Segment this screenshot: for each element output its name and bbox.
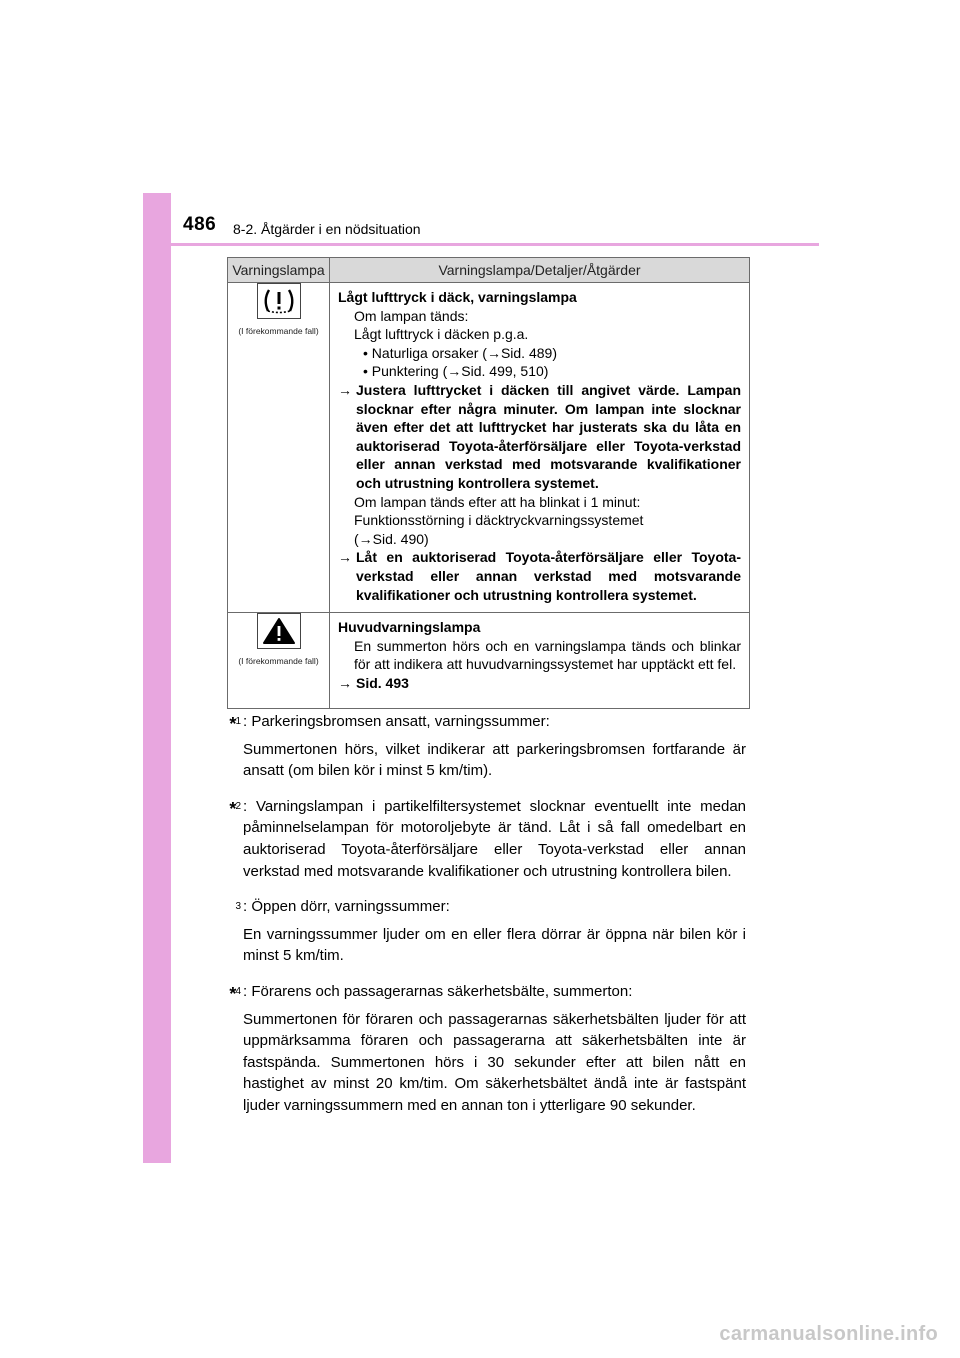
footnote-body [243, 711, 746, 788]
table-row [228, 613, 750, 709]
arrow-icon: → [338, 549, 352, 566]
arrow-icon: → [338, 674, 352, 691]
footnote-item [213, 796, 746, 888]
watermark: carmanualsonline.info [719, 1323, 938, 1345]
lamp-title: Lågt lufttryck i däck, varningslampa [338, 289, 577, 305]
footnote-text: Summertonen hörs, vilket indikerar att parkeringsbromsen fortfarande är ansatt (om bilen kör i minst 5 km/tim). [243, 740, 746, 780]
tire-pressure-warning-icon [257, 283, 301, 319]
condition-text: Funktionsstörning i däcktryckvarningssystemet [354, 512, 644, 529]
master-warning-icon [257, 613, 301, 649]
footnote-title: : Förarens och passagerarnas säkerhetsbälte, summerton: [243, 982, 633, 1000]
description-text: En summerton hörs och en varningslampa tänds och blinkar för att indikera att huvudvarningssystemet har upptäckt ett fel. [354, 637, 741, 673]
header-rule [143, 243, 819, 246]
page-number: 486 [183, 214, 217, 235]
action-item [338, 548, 741, 604]
icon-caption: (I förekommande fall) [238, 656, 319, 667]
bullet-item: • Punktering (→Sid. 499, 510) [363, 363, 549, 380]
warning-light-table [227, 257, 750, 709]
footnote-marker: *$^4$ [229, 983, 241, 1004]
footnote-text: En varningssummer ljuder om en eller flera dörrar är öppna när bilen kör i minst 5 km/tim. [243, 925, 746, 965]
lamp-title: Huvudvarningslampa [338, 619, 481, 636]
footnote-title: : Parkeringsbromsen ansatt, varningssummer: [243, 713, 550, 730]
icon-cell [228, 283, 330, 613]
footnote-marker: *$^2$ [229, 798, 241, 819]
section-title: 8-2. Åtgärder i en nödsituation [233, 221, 421, 237]
footnote-body [243, 796, 746, 888]
footnote-item [213, 711, 746, 788]
action-page-reference: Sid. 493 [356, 674, 409, 691]
footnotes [213, 711, 746, 1131]
arrow-icon: → [338, 381, 352, 398]
footnote-marker: 3 [235, 901, 241, 913]
footnote-body [243, 896, 746, 973]
action-item [338, 381, 741, 493]
table-row [228, 283, 750, 613]
chapter-side-band [143, 193, 171, 1163]
table-header-row [228, 258, 750, 283]
footnote-item [213, 981, 746, 1123]
footnote-body [243, 981, 746, 1123]
footnote-item [213, 896, 746, 973]
column-header-lamp: Varningslampa [228, 258, 330, 283]
footnote-title: : Varningslampan i partikelfiltersystemet slocknar eventuellt inte medan påminnelselampan för motoroljebyte är tänd. Låt i så fall omedelbart en auktoriserad Toyota-återförsäljare eller Toyota-verkstad eller annan verkstad med motsvarande kvalifikationer och utrustning kontrollera bilen. [243, 797, 746, 880]
footnote-title: : Öppen dörr, varningssummer: [243, 898, 450, 916]
condition-text: Om lampan tänds: [354, 307, 469, 324]
condition-text: Om lampan tänds efter att ha blinkat i 1 minut: [354, 493, 641, 510]
column-header-details: Varningslampa/Detaljer/Åtgärder [330, 258, 750, 283]
details-cell [330, 283, 750, 613]
footnote-marker: *$^1$ [229, 714, 241, 734]
icon-cell [228, 613, 330, 709]
action-text: Justera lufttrycket i däcken till angivet värde. Lampan slocknar efter några minuter. Om lampan inte slocknar även efter det att lufttrycket har justerats ska du låta en auktoriserad Toyota-återförsäljare eller Toyota-verkstad eller annan verkstad med motsvarande kvalifikationer och utrustning kontrollera systemet. [356, 381, 741, 491]
page-reference: (→Sid. 490) [354, 530, 429, 547]
bullet-item: • Naturliga orsaker (→Sid. 489) [363, 344, 557, 361]
details-cell [330, 613, 750, 709]
action-item [338, 674, 741, 693]
condition-text: Lågt lufttryck i däcken p.g.a. [354, 326, 529, 343]
footnote-text: Summertonen för föraren och passagerarnas säkerhetsbälten ljuder för att uppmärksamma föraren och passagerarna att säkerhetsbälten inte är fastspända. Summertonen hörs i 30 sekunder efter att bilen nått en hastighet av minst 20 km/tim. Om säkerhetsbältet ändå inte är fastspänt ljuder varningssummern med en annan ton i ytterligare 90 sekunder. [243, 1010, 746, 1114]
action-text: Låt en auktoriserad Toyota-återförsäljare eller Toyota-verkstad eller annan verkstad med motsvarande kvalifikationer och utrustning kontrollera systemet. [356, 549, 741, 603]
icon-caption: (I förekommande fall) [238, 326, 319, 336]
